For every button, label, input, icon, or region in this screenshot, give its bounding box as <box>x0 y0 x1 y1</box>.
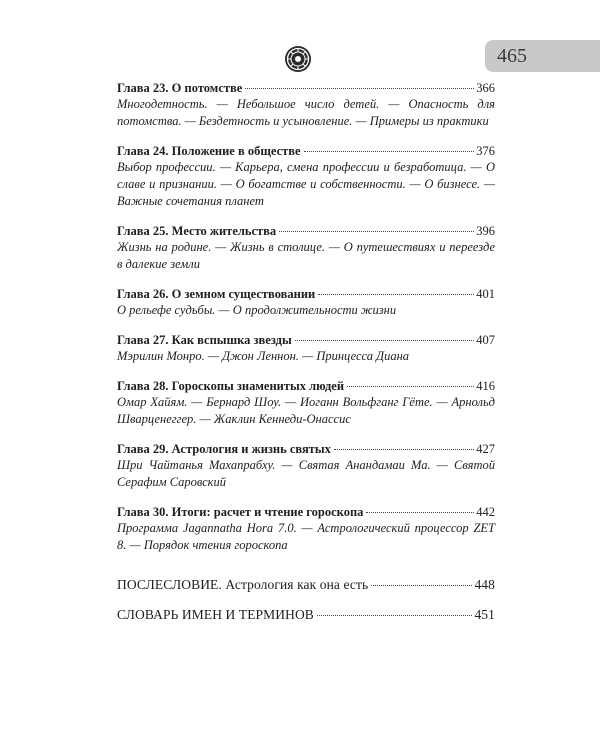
page-number-tab <box>485 40 600 72</box>
toc-entry-page: 401 <box>476 287 495 301</box>
toc-entry-heading[interactable] <box>117 143 495 159</box>
toc-entry-page: 416 <box>476 379 495 393</box>
toc-entry-title: Глава 23. О потомстве <box>117 81 243 95</box>
dot-leader <box>334 449 474 450</box>
toc-entry-afterword <box>117 575 495 595</box>
toc-entry-description: Выбор профессии. — Карьера, смена профессии и безработица. — О славе и признании. — О богатстве и собственности. — О бизнесе. — Важные сочетания планет <box>117 160 495 208</box>
dot-leader <box>295 340 475 341</box>
dot-leader <box>317 615 473 616</box>
dot-leader <box>318 294 474 295</box>
toc-entry-page: 376 <box>476 144 495 158</box>
page-number: 465 <box>497 45 527 67</box>
toc-entry-heading[interactable] <box>117 332 495 348</box>
toc-entry-description: Жизнь на родине. — Жизнь в столице. — О путешествиях и переезде в далекие земли <box>117 240 495 271</box>
toc-entry-28 <box>117 378 495 428</box>
toc-entry-title: Глава 25. Место жительства <box>117 224 277 238</box>
toc-entry-title: Глава 29. Астрология и жизнь святых <box>117 442 331 456</box>
toc-entry-heading[interactable] <box>117 605 495 625</box>
toc-entry-page: 442 <box>476 505 495 519</box>
toc-entry-heading[interactable] <box>117 441 495 457</box>
toc-entry-page: 448 <box>474 577 495 592</box>
toc-entry-heading[interactable] <box>117 575 495 595</box>
toc-entry-page: 407 <box>476 333 495 347</box>
toc-entry-description: Шри Чайтанья Махапрабху. — Святая Анандамаи Ма. — Святой Серафим Саровский <box>117 458 495 489</box>
dot-leader <box>347 386 474 387</box>
toc-entry-23 <box>117 80 495 130</box>
toc-entry-heading[interactable] <box>117 504 495 520</box>
toc-entry-26 <box>117 286 495 319</box>
table-of-contents <box>117 80 495 635</box>
dot-leader <box>304 151 475 152</box>
dot-leader <box>371 585 472 586</box>
toc-entry-title: Глава 30. Итоги: расчет и чтение гороскопа <box>117 505 364 519</box>
toc-entry-heading[interactable] <box>117 80 495 96</box>
toc-entry-page: 451 <box>474 607 495 622</box>
toc-entry-page: 396 <box>476 224 495 238</box>
toc-entry-title: Глава 26. О земном существовании <box>117 287 316 301</box>
toc-entry-page: 427 <box>476 442 495 456</box>
toc-entry-29 <box>117 441 495 491</box>
toc-entry-27 <box>117 332 495 365</box>
toc-entry-page: 366 <box>476 81 495 95</box>
dot-leader <box>366 512 474 513</box>
toc-entry-heading[interactable] <box>117 378 495 394</box>
toc-entry-heading[interactable] <box>117 286 495 302</box>
toc-entry-title: Глава 27. Как вспышка звезды <box>117 333 292 347</box>
dot-leader <box>279 231 474 232</box>
toc-entry-heading[interactable] <box>117 223 495 239</box>
toc-entry-description: Многодетность. — Небольшое число детей. — Опасность для потомства. — Бездетность и усыновление. — Примеры из практики <box>117 97 495 128</box>
toc-entry-24 <box>117 143 495 210</box>
toc-entry-25 <box>117 223 495 273</box>
toc-entry-title: Глава 24. Положение в обществе <box>117 144 301 158</box>
toc-entry-description: Программа Jagannatha Hora 7.0. — Астрологический процессор ZET 8. — Порядок чтения гороскопа <box>117 521 495 552</box>
toc-entry-description: О рельефе судьбы. — О продолжительности жизни <box>117 303 397 317</box>
toc-entry-30 <box>117 504 495 554</box>
toc-entry-description: Омар Хайям. — Бернард Шоу. — Иоганн Вольфганг Гёте. — Арнольд Шварценеггер. — Жаклин Кеннеди-Онассис <box>117 395 495 426</box>
dot-leader <box>245 88 474 89</box>
toc-entry-title: СЛОВАРЬ ИМЕН И ТЕРМИНОВ <box>117 607 314 622</box>
toc-entry-title: Глава 28. Гороскопы знаменитых людей <box>117 379 345 393</box>
toc-entry-glossary <box>117 605 495 625</box>
toc-entry-description: Мэрилин Монро. — Джон Леннон. — Принцесса Диана <box>117 349 410 363</box>
toc-entry-title: ПОСЛЕСЛОВИЕ. Астрология как она есть <box>117 577 369 592</box>
ornament-icon <box>284 45 312 73</box>
